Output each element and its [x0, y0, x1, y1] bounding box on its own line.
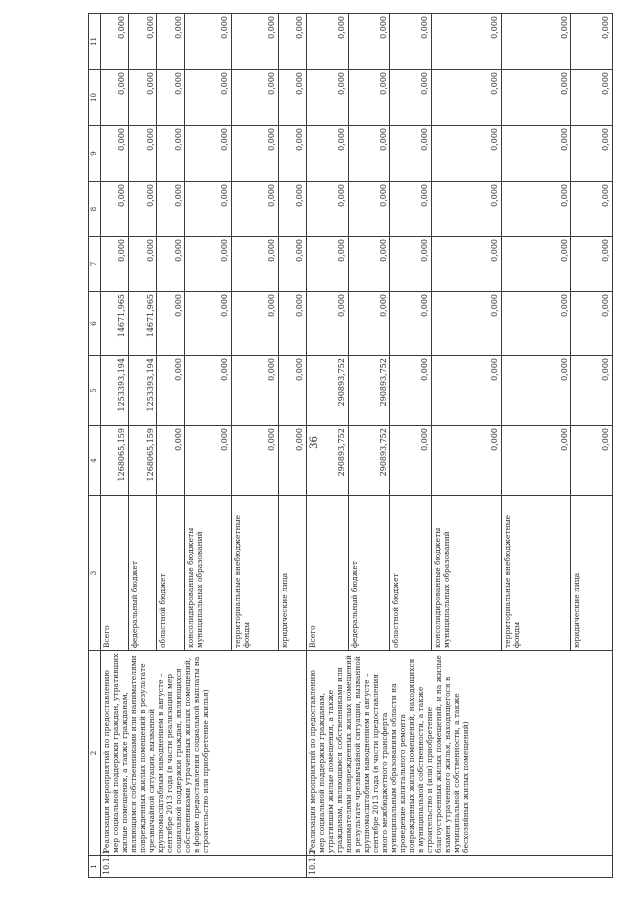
funding-source: федеральный бюджет: [348, 496, 390, 651]
value-cell: 0,000: [185, 292, 232, 356]
value-cell: 0,000: [501, 182, 571, 237]
column-header: 7: [89, 237, 101, 292]
value-cell: 0,000: [231, 292, 278, 356]
value-cell: 0,000: [348, 126, 390, 182]
table-row: [306, 14, 348, 878]
column-header: 5: [89, 356, 101, 426]
value-cell: 0,000: [129, 70, 157, 126]
value-cell: 0,000: [157, 426, 185, 496]
value-cell: 0,000: [185, 126, 232, 182]
value-cell: 0,000: [278, 426, 306, 496]
value-cell: 0,000: [571, 426, 613, 496]
value-cell: 0,000: [231, 356, 278, 426]
column-header: 2: [89, 651, 101, 856]
value-cell: 290893,752: [306, 356, 348, 426]
value-cell: 0,000: [348, 182, 390, 237]
value-cell: 0,000: [278, 126, 306, 182]
rotated-table-wrapper: [88, 14, 613, 878]
value-cell: 1253393,194: [101, 356, 129, 426]
table-body: [101, 14, 613, 878]
value-cell: 0,000: [278, 70, 306, 126]
value-cell: 0,000: [501, 356, 571, 426]
value-cell: 0,000: [231, 70, 278, 126]
measure-name: Реализация мероприятий по предоставлению мер социальной поддержки гражданам, утратившим жилые помещения, а также гражданам, являющимся собственниками или нанимателями поврежденных жилых помещений в результате чрезвычайной ситуации, вызванной крупномасштабным наводнением в августе – сентябре 2013 года (в части предоставления иного межбюджетного трансферта муниципальным образованиям области на проведение капитального ремонта поврежденных жилых помещений, находящихся в муниципальной собственности, а также строительство и (или) приобретение благоустроенных жилых помещений, и на жилые взамен утраченного жилья, находящегося в муниципальной собственности, а также бесхозяйных жилых помещений): [306, 651, 612, 856]
value-cell: 0,000: [278, 292, 306, 356]
value-cell: 0,000: [348, 237, 390, 292]
value-cell: 0,000: [431, 70, 501, 126]
value-cell: 0,000: [185, 237, 232, 292]
value-cell: 0,000: [431, 126, 501, 182]
column-header: 8: [89, 182, 101, 237]
value-cell: 290893,752: [348, 426, 390, 496]
column-header: 10: [89, 70, 101, 126]
value-cell: 0,000: [185, 426, 232, 496]
value-cell: 0,000: [157, 126, 185, 182]
value-cell: 0,000: [571, 126, 613, 182]
value-cell: 0,000: [101, 126, 129, 182]
funding-source: Всего: [101, 496, 129, 651]
value-cell: 0,000: [501, 126, 571, 182]
value-cell: 0,000: [185, 70, 232, 126]
value-cell: 0,000: [390, 356, 432, 426]
value-cell: 0,000: [571, 182, 613, 237]
value-cell: 0,000: [129, 237, 157, 292]
funding-source: федеральный бюджет: [129, 496, 157, 651]
measure-name: Реализация мероприятий по предоставлению мер социальной поддержки граждан, утративших жилые помещения, а также гражданам, являющимся собственниками или нанимателями поврежденных жилых помещений в результате чрезвычайной ситуации, вызванной крупномасштабным наводнением в августе – сентябре 2013 года (в части реализации мер социальной поддержки граждан, являющихся собственниками утраченных жилых помещений, в форме предоставления социальной выплаты на строительство или приобретение жилья): [101, 651, 307, 856]
value-cell: 1268065,159: [129, 426, 157, 496]
value-cell: 0,000: [348, 292, 390, 356]
value-cell: 0,000: [306, 292, 348, 356]
value-cell: 0,000: [501, 292, 571, 356]
value-cell: 14671,965: [129, 292, 157, 356]
column-header: 1: [89, 856, 101, 878]
value-cell: 0,000: [571, 14, 613, 70]
value-cell: 0,000: [231, 126, 278, 182]
funding-source: консолидированные бюджеты муниципальных образований: [431, 496, 501, 651]
value-cell: 0,000: [157, 237, 185, 292]
value-cell: 0,000: [306, 126, 348, 182]
value-cell: 0,000: [101, 70, 129, 126]
column-header: 6: [89, 292, 101, 356]
value-cell: 0,000: [431, 292, 501, 356]
value-cell: 0,000: [306, 182, 348, 237]
value-cell: 0,000: [157, 292, 185, 356]
budget-table: [88, 13, 613, 878]
value-cell: 0,000: [129, 14, 157, 70]
table-row: [101, 14, 129, 878]
value-cell: 0,000: [231, 14, 278, 70]
value-cell: 0,000: [101, 14, 129, 70]
funding-source: юридические лица: [571, 496, 613, 651]
value-cell: 0,000: [185, 14, 232, 70]
value-cell: 290893,752: [306, 426, 348, 496]
funding-source: юридические лица: [278, 496, 306, 651]
value-cell: 0,000: [571, 356, 613, 426]
value-cell: 0,000: [390, 70, 432, 126]
column-header: 4: [89, 426, 101, 496]
value-cell: 0,000: [157, 356, 185, 426]
value-cell: 1268065,159: [101, 426, 129, 496]
value-cell: 0,000: [129, 126, 157, 182]
header-row: [89, 14, 101, 878]
value-cell: 0,000: [390, 182, 432, 237]
value-cell: 0,000: [431, 237, 501, 292]
value-cell: 0,000: [390, 14, 432, 70]
value-cell: 0,000: [571, 292, 613, 356]
value-cell: 0,000: [231, 182, 278, 237]
column-header: 3: [89, 496, 101, 651]
value-cell: 0,000: [306, 70, 348, 126]
value-cell: 1253393,194: [129, 356, 157, 426]
funding-source: Всего: [306, 496, 348, 651]
value-cell: 0,000: [501, 237, 571, 292]
value-cell: 0,000: [101, 182, 129, 237]
value-cell: 0,000: [129, 182, 157, 237]
value-cell: 0,000: [278, 356, 306, 426]
value-cell: 0,000: [101, 237, 129, 292]
row-code: 10.1.1: [101, 856, 307, 878]
value-cell: 0,000: [306, 14, 348, 70]
value-cell: 14671,965: [101, 292, 129, 356]
row-code: 10.1.2: [306, 856, 612, 878]
column-header: 11: [89, 14, 101, 70]
value-cell: 0,000: [501, 426, 571, 496]
value-cell: 0,000: [278, 14, 306, 70]
funding-source: территориальные внебюджетные фонды: [231, 496, 278, 651]
value-cell: 0,000: [501, 70, 571, 126]
value-cell: 0,000: [431, 356, 501, 426]
value-cell: 0,000: [278, 237, 306, 292]
value-cell: 0,000: [431, 182, 501, 237]
value-cell: 290893,752: [348, 356, 390, 426]
value-cell: 0,000: [348, 70, 390, 126]
value-cell: 0,000: [390, 126, 432, 182]
value-cell: 0,000: [231, 426, 278, 496]
funding-source: областной бюджет: [390, 496, 432, 651]
value-cell: 0,000: [571, 70, 613, 126]
funding-source: территориальные внебюджетные фонды: [501, 496, 571, 651]
value-cell: 0,000: [431, 426, 501, 496]
value-cell: 0,000: [306, 237, 348, 292]
value-cell: 0,000: [185, 182, 232, 237]
page-number: 36: [308, 436, 320, 449]
value-cell: 0,000: [185, 356, 232, 426]
funding-source: консолидированные бюджеты муниципальных образований: [185, 496, 232, 651]
value-cell: 0,000: [390, 292, 432, 356]
value-cell: 0,000: [390, 237, 432, 292]
value-cell: 0,000: [390, 426, 432, 496]
value-cell: 0,000: [157, 70, 185, 126]
value-cell: 0,000: [278, 182, 306, 237]
value-cell: 0,000: [501, 14, 571, 70]
value-cell: 0,000: [157, 182, 185, 237]
value-cell: 0,000: [348, 14, 390, 70]
column-header: 9: [89, 126, 101, 182]
value-cell: 0,000: [157, 14, 185, 70]
funding-source: областной бюджет: [157, 496, 185, 651]
value-cell: 0,000: [431, 14, 501, 70]
value-cell: 0,000: [231, 237, 278, 292]
value-cell: 0,000: [571, 237, 613, 292]
